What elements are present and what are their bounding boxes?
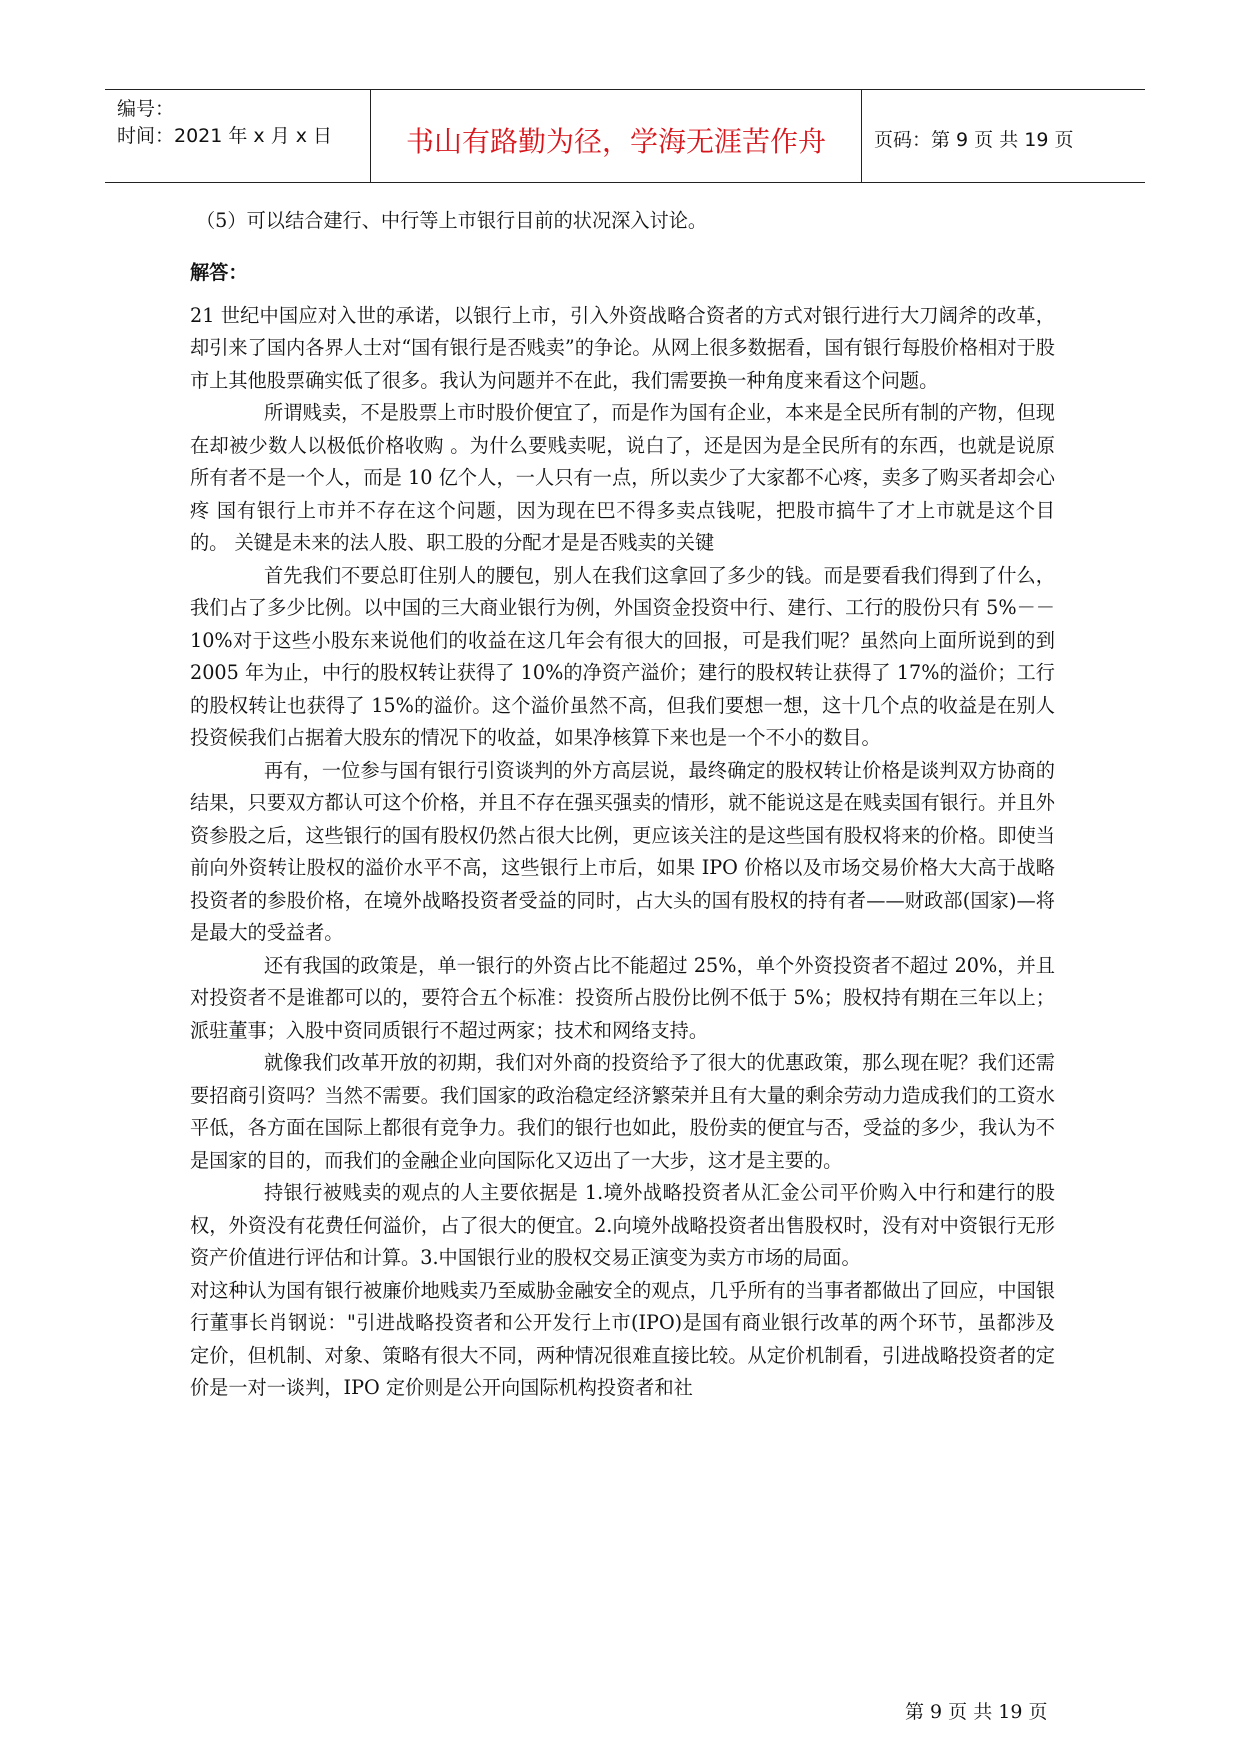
page-footer: 第 9 页 共 19 页 <box>905 1701 1048 1723</box>
body-paragraph: 21 世纪中国应对入世的承诺，以银行上市，引入外资战略合资者的方式对银行进行大刀阔斧的改革，却引来了国内各界人士对“国有银行是否贱卖”的争论。从网上很多数据看，国有银行每股价格相对于股市上其他股票确实低了很多。我认为问题并不在此，我们需要换一种角度来看这个问题。 <box>190 303 1055 392</box>
document-number-label: 编号： <box>117 98 175 120</box>
body-paragraph: 对这种认为国有银行被廉价地贱卖乃至威胁金融安全的观点，几乎所有的当事者都做出了回应，中国银行董事长肖钢说："引进战略投资者和公开发行上市(IPO)是国有商业银行改革的两个环节，虽都涉及定价，但机制、对象、策略有很大不同，两种情况很难直接比较。从定价机制看，引进战略投资者的定价是一对一谈判，IPO 定价则是公开向国际机构投资者和社 <box>190 1278 1055 1399</box>
answer-label: 解答： <box>190 261 248 284</box>
header-middle-cell <box>370 90 862 182</box>
body-paragraph: 再有，一位参与国有银行引资谈判的外方高层说，最终确定的股权转让价格是谈判双方协商的结果，只要双方都认可这个价格，并且不存在强买强卖的情形，就不能说这是在贱卖国有银行。并且外资参股之后，这些银行的国有股权仍然占很大比例，更应该关注的是这些国有股权将来的价格。即使当前向外资转让股权的溢价水平不高，这些银行上市后，如果 IPO 价格以及市场交易价格大大高于战略投资者的参股价格，在境外战略投资者受益的同时，占大头的国有股权的持有者——财政部(国家)—将是最大的受益者。 <box>190 758 1055 944</box>
body-paragraph: 还有我国的政策是，单一银行的外资占比不能超过 25%，单个外资投资者不超过 20%，并且对投资者不是谁都可以的，要符合五个标准：投资所占股份比例不低于 5%；股权持有期在三年以上；派驻董事；入股中资同质银行不超过两家；技术和网络支持。 <box>190 953 1055 1042</box>
document-body <box>190 205 1055 1405</box>
body-paragraph: 首先我们不要总盯住别人的腰包，别人在我们这拿回了多少的钱。而是要看我们得到了什么，我们占了多少比例。以中国的三大商业银行为例，外国资金投资中行、建行、工行的股份只有 5%－－10%对于这些小股东来说他们的收益在这几年会有很大的回报，可是我们呢？虽然向上面所说到的到 2005 年为止，中行的股权转让获得了 10%的净资产溢价；建行的股权转让获得了 17%的溢价；工行的股权转让也获得了 15%的溢价。这个溢价虽然不高，但我们要想一想，这十几个点的收益是在别人投资候我们占据着大股东的情况下的收益，如果净核算下来也是一个不小的数目。 <box>190 563 1055 749</box>
question-5: （5）可以结合建行、中行等上市银行目前的状况深入讨论。 <box>196 209 708 232</box>
header-page-info: 页码：第 9 页 共 19 页 <box>874 129 1074 151</box>
page-header <box>105 89 1145 183</box>
document-time-label: 时间：2021 年 x 月 x 日 <box>117 125 333 147</box>
header-motto: 书山有路勤为径，学海无涯苦作舟 <box>405 125 826 158</box>
body-paragraph: 所谓贱卖，不是股票上市时股价便宜了，而是作为国有企业，本来是全民所有制的产物，但现在却被少数人以极低价格收购 。为什么要贱卖呢，说白了，还是因为是全民所有的东西，也就是说原所有者不是一个人，而是 10 亿个人，一人只有一点，所以卖少了大家都不心疼，卖多了购买者却会心疼 国有银行上市并不存在这个问题，因为现在巴不得多卖点钱呢，把股市搞牛了才上市就是这个目的。 关键是未来的法人股、职工股的分配才是是否贱卖的关键 <box>190 401 1055 554</box>
header-right-cell <box>862 90 1145 182</box>
body-paragraph: 就像我们改革开放的初期，我们对外商的投资给予了很大的优惠政策，那么现在呢？我们还需要招商引资吗？当然不需要。我们国家的政治稳定经济繁荣并且有大量的剩余劳动力造成我们的工资水平低，各方面在国际上都很有竞争力。我们的银行也如此，股份卖的便宜与否，受益的多少，我认为不是国家的目的，而我们的金融企业向国际化又迈出了一大步，这才是主要的。 <box>190 1051 1055 1172</box>
header-left-cell <box>105 90 370 182</box>
body-paragraph: 持银行被贱卖的观点的人主要依据是 1.境外战略投资者从汇金公司平价购入中行和建行的股权，外资没有花费任何溢价，占了很大的便宜。2.向境外战略投资者出售股权时，没有对中资银行无形资产价值进行评估和计算。3.中国银行业的股权交易正演变为卖方市场的局面。 <box>190 1181 1055 1269</box>
